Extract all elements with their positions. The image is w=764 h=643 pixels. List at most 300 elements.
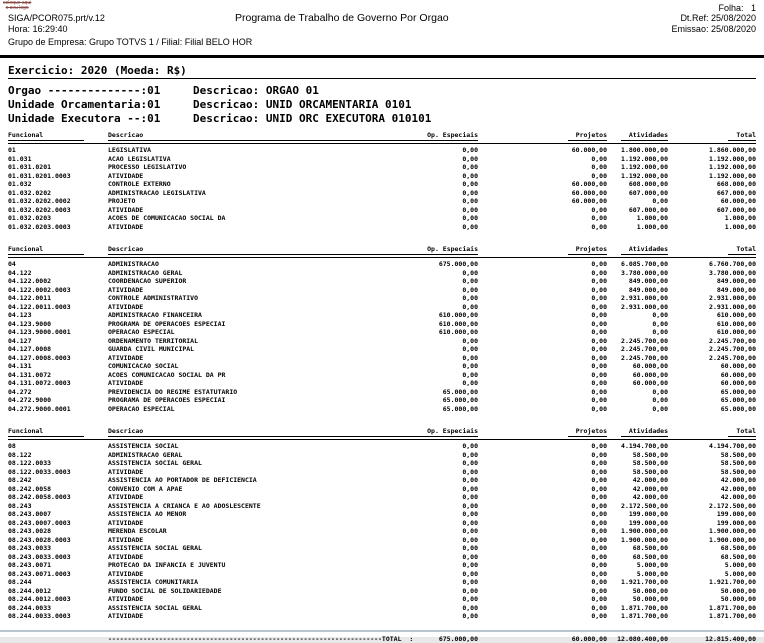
- op-especiais-cell: 0,00: [298, 595, 478, 604]
- descricao-cell: ATIVIDADE: [108, 493, 298, 502]
- projetos-cell: 0,00: [478, 485, 607, 494]
- atividades-cell: 849.000,00: [607, 277, 668, 286]
- atividades-cell: 849.000,00: [607, 286, 668, 295]
- op-especiais-cell: 0,00: [298, 337, 478, 346]
- table-row: [8, 527, 756, 536]
- orgao-info-line: [8, 98, 756, 112]
- reference-date: Dt.Ref: 25/08/2020: [680, 13, 756, 23]
- descricao-cell: ATIVIDADE: [108, 354, 298, 363]
- atividades-cell: 6.085.700,00: [607, 260, 668, 269]
- funcional-cell: 01.032.0203: [8, 214, 108, 223]
- descricao-cell: MERENDA ESCOLAR: [108, 527, 298, 536]
- funcional-cell: 08.244.0012: [8, 587, 108, 596]
- logo-placeholder-line2: o seu logo: [3, 6, 31, 11]
- column-header-label: Total: [728, 131, 756, 141]
- atividades-cell: 42.000,00: [607, 485, 668, 494]
- column-header-label: Atividades: [621, 245, 668, 255]
- projetos-cell: 0,00: [478, 328, 607, 337]
- table-row: [8, 277, 756, 286]
- funcional-cell: 08.122.0033: [8, 459, 108, 468]
- table-row: [8, 476, 756, 485]
- projetos-cell: 0,00: [478, 561, 607, 570]
- table-row: [8, 612, 756, 621]
- atividades-cell: 60.000,00: [607, 371, 668, 380]
- total-cell: 610.000,00: [668, 320, 756, 329]
- op-especiais-cell: 0,00: [298, 510, 478, 519]
- total-cell: 6.760.700,00: [668, 260, 756, 269]
- atividades-cell: 4.194.700,00: [607, 442, 668, 451]
- projetos-cell: 0,00: [478, 519, 607, 528]
- table-row: [8, 223, 756, 232]
- op-especiais-cell: 65.000,00: [298, 388, 478, 397]
- descricao-cell: ACAO LEGISLATIVA: [108, 155, 298, 164]
- op-especiais-cell: 0,00: [298, 604, 478, 613]
- table-section: [8, 427, 756, 621]
- total-cell: 1.871.700,00: [668, 612, 756, 621]
- table-row: [8, 155, 756, 164]
- funcional-cell: 04.131: [8, 362, 108, 371]
- op-especiais-cell: 0,00: [298, 544, 478, 553]
- projetos-cell: 0,00: [478, 536, 607, 545]
- atividades-cell: 60.000,00: [607, 362, 668, 371]
- total-cell: 2.245.700,00: [668, 345, 756, 354]
- table-row: [8, 354, 756, 363]
- total-cell: 2.931.000,00: [668, 294, 756, 303]
- descricao-cell: ADMINISTRACAO LEGISLATIVA: [108, 189, 298, 198]
- table-row: [8, 510, 756, 519]
- table-row: [8, 345, 756, 354]
- column-header-label: Total: [728, 245, 756, 255]
- table-row: [8, 536, 756, 545]
- total-cell: 667.000,00: [668, 189, 756, 198]
- funcional-cell: 04: [8, 260, 108, 269]
- op-especiais-cell: 0,00: [298, 442, 478, 451]
- total-cell: 42.000,00: [668, 485, 756, 494]
- descricao-cell: ATIVIDADE: [108, 570, 298, 579]
- total-cell: 5.000,00: [668, 561, 756, 570]
- atividades-cell: 58.500,00: [607, 451, 668, 460]
- descricao-cell: COORDENACAO SUPERIOR: [108, 277, 298, 286]
- descricao-cell: ASSISTENCIA AO PORTADOR DE DEFICIENCIA: [108, 476, 298, 485]
- total-cell: 50.000,00: [668, 587, 756, 596]
- page-number: Folha: 1: [718, 3, 756, 13]
- projetos-cell: 0,00: [478, 405, 607, 414]
- projetos-cell: 0,00: [478, 502, 607, 511]
- projetos-cell: 0,00: [478, 345, 607, 354]
- atividades-cell: 1.900.000,00: [607, 527, 668, 536]
- op-especiais-cell: 0,00: [298, 303, 478, 312]
- total-cell: 58.500,00: [668, 459, 756, 468]
- funcional-cell: 04.122.0002: [8, 277, 108, 286]
- column-header-descricao-cell: [108, 131, 298, 141]
- table-row: [8, 442, 756, 451]
- projetos-cell: 0,00: [478, 362, 607, 371]
- column-header-label: Funcional: [8, 131, 84, 141]
- table-row: [8, 311, 756, 320]
- descricao-cell: ATIVIDADE: [108, 172, 298, 181]
- op-especiais-cell: 0,00: [298, 485, 478, 494]
- total-cell: 2.172.500,00: [668, 502, 756, 511]
- op-especiais-cell: 0,00: [298, 536, 478, 545]
- descricao-cell: ASSISTENCIA AO MENOR: [108, 510, 298, 519]
- funcional-cell: 01.031.0201: [8, 163, 108, 172]
- funcional-cell: 08.242.0058.0003: [8, 493, 108, 502]
- funcional-cell: 08.244.0033.0003: [8, 612, 108, 621]
- descricao-cell: ACOES COMUNICACAO SOCIAL DA PR: [108, 371, 298, 380]
- report-title: Programa de Trabalho de Governo Por Orgao: [235, 12, 449, 24]
- atividades-cell: 1.921.700,00: [607, 578, 668, 587]
- projetos-cell: 0,00: [478, 510, 607, 519]
- projetos-cell: 0,00: [478, 388, 607, 397]
- total-cell: 849.000,00: [668, 286, 756, 295]
- total-cell: 60.000,00: [668, 362, 756, 371]
- total-cell: 1.871.700,00: [668, 604, 756, 613]
- descricao-cell: ATIVIDADE: [108, 223, 298, 232]
- column-header-atividades-cell: [607, 245, 668, 255]
- column-header-label: Op. Especiais: [427, 245, 478, 253]
- atividades-cell: 0,00: [607, 405, 668, 414]
- funcional-cell: 04.123.9000: [8, 320, 108, 329]
- projetos-cell: 0,00: [478, 354, 607, 363]
- total-cell: 1.000,00: [668, 223, 756, 232]
- table-row: [8, 260, 756, 269]
- column-header-label: Atividades: [621, 131, 668, 141]
- header-rule: [0, 55, 764, 58]
- atividades-cell: 0,00: [607, 311, 668, 320]
- descricao-cell: FUNDO SOCIAL DE SOLIDARIEDADE: [108, 587, 298, 596]
- column-header-op-especiais-cell: [298, 131, 478, 141]
- total-cell: 58.500,00: [668, 468, 756, 477]
- projetos-cell: 0,00: [478, 527, 607, 536]
- funcional-cell: 04.122.0002.0003: [8, 286, 108, 295]
- projetos-cell: 0,00: [478, 442, 607, 451]
- total-cell: 1.192.000,00: [668, 163, 756, 172]
- descricao-cell: ASSISTENCIA SOCIAL GERAL: [108, 604, 298, 613]
- funcional-cell: 08.122: [8, 451, 108, 460]
- atividades-cell: 12.080.400,00: [607, 635, 668, 643]
- table-row: [8, 388, 756, 397]
- total-cell: 65.000,00: [668, 405, 756, 414]
- table-row: [8, 180, 756, 189]
- descricao-cell: ADMINISTRACAO GERAL: [108, 451, 298, 460]
- descricao-cell: PROCESSO LEGISLATIVO: [108, 163, 298, 172]
- descricao-cell: ASSISTENCIA SOCIAL GERAL: [108, 459, 298, 468]
- atividades-cell: 2.245.700,00: [607, 354, 668, 363]
- projetos-cell: 0,00: [478, 379, 607, 388]
- info-descricao: Descricao: UNID ORC EXECUTORA 010101: [193, 112, 431, 125]
- descricao-cell: ATIVIDADE: [108, 536, 298, 545]
- info-descricao: Descricao: UNID ORCAMENTARIA 0101: [193, 98, 412, 111]
- total-cell: 65.000,00: [668, 388, 756, 397]
- descricao-cell: ATIVIDADE: [108, 206, 298, 215]
- atividades-cell: 5.000,00: [607, 570, 668, 579]
- total-cell: 1.860.000,00: [668, 146, 756, 155]
- funcional-cell: 08.242.0058: [8, 485, 108, 494]
- total-cell: 50.000,00: [668, 595, 756, 604]
- total-cell: 668.000,00: [668, 180, 756, 189]
- op-especiais-cell: 0,00: [298, 163, 478, 172]
- table-row: [8, 544, 756, 553]
- descricao-cell: CONTROLE EXTERNO: [108, 180, 298, 189]
- funcional-cell: 08.243: [8, 502, 108, 511]
- descricao-cell: GUARDA CIVIL MUNICIPAL: [108, 345, 298, 354]
- total-cell: 60.000,00: [668, 379, 756, 388]
- projetos-cell: 0,00: [478, 468, 607, 477]
- column-header-label: Funcional: [8, 427, 84, 437]
- funcional-cell: 08.122.0033.0003: [8, 468, 108, 477]
- atividades-cell: 1.900.000,00: [607, 536, 668, 545]
- projetos-cell: 0,00: [478, 544, 607, 553]
- table-row: [8, 578, 756, 587]
- exercicio-line: Exercicio: 2020 (Moeda: R$): [8, 64, 756, 79]
- descricao-cell: ATIVIDADE: [108, 286, 298, 295]
- column-header-atividades-cell: [607, 427, 668, 437]
- projetos-cell: 60.000,00: [478, 146, 607, 155]
- report-time: Hora: 16:29:40: [8, 24, 68, 34]
- funcional-cell: 08.243.0071.0003: [8, 570, 108, 579]
- op-especiais-cell: 0,00: [298, 612, 478, 621]
- projetos-cell: 60.000,00: [478, 197, 607, 206]
- funcional-cell: [8, 635, 108, 643]
- atividades-cell: 2.931.000,00: [607, 294, 668, 303]
- op-especiais-cell: 610.000,00: [298, 328, 478, 337]
- column-header-label: Descricao: [108, 427, 143, 435]
- table-row: [8, 493, 756, 502]
- total-cell: 199.000,00: [668, 519, 756, 528]
- descricao-cell: OPERACAO ESPECIAL: [108, 405, 298, 414]
- table-row: [8, 502, 756, 511]
- atividades-cell: 1.871.700,00: [607, 604, 668, 613]
- column-header-label: Atividades: [621, 427, 668, 437]
- column-header-funcional-cell: [8, 131, 108, 141]
- table-row: [8, 604, 756, 613]
- projetos-cell: 0,00: [478, 396, 607, 405]
- column-header-label: Descricao: [108, 131, 143, 139]
- column-header-projetos-cell: [478, 245, 607, 255]
- table-row: [8, 146, 756, 155]
- descricao-cell: ASSISTENCIA SOCIAL: [108, 442, 298, 451]
- op-especiais-cell: 0,00: [298, 451, 478, 460]
- atividades-cell: 1.192.000,00: [607, 172, 668, 181]
- op-especiais-cell: 610.000,00: [298, 311, 478, 320]
- page-bottom-divider: [0, 630, 764, 632]
- funcional-cell: 04.131.0072: [8, 371, 108, 380]
- table-row: [8, 337, 756, 346]
- op-especiais-cell: 0,00: [298, 180, 478, 189]
- descricao-cell: ADMINISTRACAO FINANCEIRA: [108, 311, 298, 320]
- column-header-op-especiais-cell: [298, 245, 478, 255]
- total-cell: 60.000,00: [668, 197, 756, 206]
- funcional-cell: 01.032.0202.0002: [8, 197, 108, 206]
- column-header-label: Descricao: [108, 245, 143, 253]
- op-especiais-cell: 675.000,00: [298, 260, 478, 269]
- table-row: [8, 172, 756, 181]
- orgao-info-line: [8, 112, 756, 126]
- projetos-cell: 60.000,00: [478, 189, 607, 198]
- op-especiais-cell: 0,00: [298, 294, 478, 303]
- op-especiais-cell: 0,00: [298, 197, 478, 206]
- column-header-descricao-cell: [108, 427, 298, 437]
- op-especiais-cell: 0,00: [298, 527, 478, 536]
- atividades-cell: 1.192.000,00: [607, 155, 668, 164]
- column-header-label: Funcional: [8, 245, 84, 255]
- table-row: [8, 294, 756, 303]
- funcional-cell: 01: [8, 146, 108, 155]
- total-cell: 2.931.000,00: [668, 303, 756, 312]
- total-cell: 4.194.700,00: [668, 442, 756, 451]
- projetos-cell: 0,00: [478, 476, 607, 485]
- projetos-cell: 0,00: [478, 163, 607, 172]
- descricao-cell: PREVIDENCIA DO REGIME ESTATUTARIO: [108, 388, 298, 397]
- op-especiais-cell: 0,00: [298, 362, 478, 371]
- op-especiais-cell: 0,00: [298, 587, 478, 596]
- logo-placeholder-line1: coloque aqui: [3, 1, 31, 6]
- column-header-row: [8, 427, 756, 440]
- total-cell: 65.000,00: [668, 396, 756, 405]
- atividades-cell: 199.000,00: [607, 510, 668, 519]
- funcional-cell: 04.127: [8, 337, 108, 346]
- column-header-total-cell: [668, 131, 756, 141]
- total-cell: 42.000,00: [668, 476, 756, 485]
- grand-total-row: [8, 635, 756, 643]
- atividades-cell: 607.000,00: [607, 206, 668, 215]
- atividades-cell: 42.000,00: [607, 493, 668, 502]
- descricao-cell: ASSISTENCIA COMUNITARIA: [108, 578, 298, 587]
- table-row: [8, 303, 756, 312]
- atividades-cell: 2.245.700,00: [607, 345, 668, 354]
- descricao-cell: CONVENIO COM A APAE: [108, 485, 298, 494]
- column-header-op-especiais-cell: [298, 427, 478, 437]
- descricao-cell: ATIVIDADE: [108, 519, 298, 528]
- total-cell: 849.000,00: [668, 277, 756, 286]
- funcional-cell: 04.122.0011: [8, 294, 108, 303]
- op-especiais-cell: 0,00: [298, 172, 478, 181]
- table-row: [8, 587, 756, 596]
- op-especiais-cell: 0,00: [298, 578, 478, 587]
- atividades-cell: 1.000,00: [607, 223, 668, 232]
- descricao-cell: ATIVIDADE: [108, 379, 298, 388]
- table-row: [8, 570, 756, 579]
- column-header-projetos-cell: [478, 131, 607, 141]
- funcional-cell: 04.122: [8, 269, 108, 278]
- projetos-cell: 0,00: [478, 337, 607, 346]
- report-header: [0, 0, 764, 55]
- projetos-cell: 0,00: [478, 459, 607, 468]
- atividades-cell: 0,00: [607, 396, 668, 405]
- funcional-cell: 04.122.0011.0003: [8, 303, 108, 312]
- report-id: SIGA/PCOR075.prt/v.12: [8, 13, 105, 23]
- projetos-cell: 0,00: [478, 214, 607, 223]
- table-section: [8, 245, 756, 413]
- op-especiais-cell: 0,00: [298, 493, 478, 502]
- total-cell: 2.245.700,00: [668, 337, 756, 346]
- atividades-cell: 50.000,00: [607, 587, 668, 596]
- op-especiais-cell: 0,00: [298, 286, 478, 295]
- table-row: [8, 206, 756, 215]
- descricao-cell: PROJETO: [108, 197, 298, 206]
- total-cell: 68.500,00: [668, 553, 756, 562]
- total-cell: 1.900.000,00: [668, 527, 756, 536]
- table-row: [8, 362, 756, 371]
- funcional-cell: 04.123: [8, 311, 108, 320]
- column-header-label: Projetos: [568, 245, 607, 255]
- atividades-cell: 0,00: [607, 320, 668, 329]
- column-header-label: Op. Especiais: [427, 131, 478, 139]
- funcional-cell: 04.123.9000.0001: [8, 328, 108, 337]
- projetos-cell: 0,00: [478, 371, 607, 380]
- op-especiais-cell: 0,00: [298, 379, 478, 388]
- descricao-cell: ADMINISTRACAO: [108, 260, 298, 269]
- total-cell: 199.000,00: [668, 510, 756, 519]
- descricao-cell: ATIVIDADE: [108, 612, 298, 621]
- funcional-cell: 08.244.0012.0003: [8, 595, 108, 604]
- table-row: [8, 595, 756, 604]
- atividades-cell: 2.931.000,00: [607, 303, 668, 312]
- atividades-cell: 1.871.700,00: [607, 612, 668, 621]
- funcional-cell: 04.127.0008: [8, 345, 108, 354]
- table-section: [8, 131, 756, 231]
- total-cell: 5.000,00: [668, 570, 756, 579]
- atividades-cell: 0,00: [607, 328, 668, 337]
- atividades-cell: 58.500,00: [607, 468, 668, 477]
- projetos-cell: 0,00: [478, 277, 607, 286]
- projetos-cell: 0,00: [478, 578, 607, 587]
- total-cell: 1.921.700,00: [668, 578, 756, 587]
- op-especiais-cell: 0,00: [298, 468, 478, 477]
- op-especiais-cell: 0,00: [298, 345, 478, 354]
- descricao-cell: ATIVIDADE: [108, 595, 298, 604]
- atividades-cell: 199.000,00: [607, 519, 668, 528]
- projetos-cell: 0,00: [478, 206, 607, 215]
- atividades-cell: 608.000,00: [607, 180, 668, 189]
- report-table: [8, 131, 756, 643]
- op-especiais-cell: 0,00: [298, 354, 478, 363]
- atividades-cell: 42.000,00: [607, 476, 668, 485]
- column-header-funcional-cell: [8, 245, 108, 255]
- op-especiais-cell: 675.000,00: [298, 635, 478, 643]
- atividades-cell: 68.500,00: [607, 544, 668, 553]
- atividades-cell: 0,00: [607, 197, 668, 206]
- funcional-cell: 08.244.0033: [8, 604, 108, 613]
- atividades-cell: 3.780.000,00: [607, 269, 668, 278]
- column-header-row: [8, 245, 756, 258]
- atividades-cell: 2.245.700,00: [607, 337, 668, 346]
- op-especiais-cell: 0,00: [298, 214, 478, 223]
- table-row: [8, 214, 756, 223]
- total-label: ----------------------------------------------------------------------TOTAL :: [108, 635, 298, 643]
- column-header-label: Total: [728, 427, 756, 437]
- table-row: [8, 379, 756, 388]
- table-row: [8, 553, 756, 562]
- total-cell: 12.815.400,00: [668, 635, 756, 643]
- atividades-cell: 5.000,00: [607, 561, 668, 570]
- op-especiais-cell: 610.000,00: [298, 320, 478, 329]
- descricao-cell: PROGRAMA DE OPERACOES ESPECIAI: [108, 320, 298, 329]
- total-cell: 1.900.000,00: [668, 536, 756, 545]
- atividades-cell: 60.000,00: [607, 379, 668, 388]
- funcional-cell: 08.244: [8, 578, 108, 587]
- table-row: [8, 189, 756, 198]
- funcional-cell: 08.243.0071: [8, 561, 108, 570]
- funcional-cell: 08.243.0007.0003: [8, 519, 108, 528]
- table-row: [8, 459, 756, 468]
- funcional-cell: 08.243.0028: [8, 527, 108, 536]
- op-especiais-cell: 0,00: [298, 553, 478, 562]
- total-cell: 1.192.000,00: [668, 155, 756, 164]
- total-cell: 68.500,00: [668, 544, 756, 553]
- info-label: Orgao --------------:01: [8, 84, 193, 98]
- atividades-cell: 0,00: [607, 388, 668, 397]
